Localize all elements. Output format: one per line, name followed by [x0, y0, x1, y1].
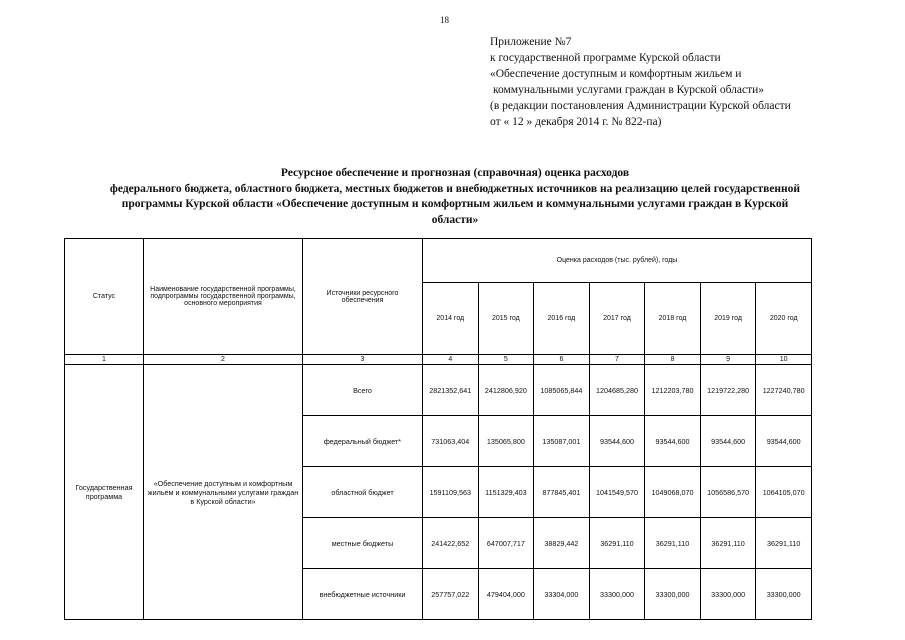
value-cell: 1227240,780	[756, 365, 812, 416]
source-cell: Всего	[303, 365, 423, 416]
appendix-line: «Обеспечение доступным и комфортным жильем и	[490, 68, 742, 80]
title-line: области»	[431, 213, 479, 226]
column-number: 1	[65, 355, 144, 365]
value-cell: 1212203,780	[645, 365, 701, 416]
value-cell: 135065,800	[478, 416, 534, 467]
appendix-line: Приложение №7	[490, 36, 572, 48]
title-line: Ресурсное обеспечение и прогнозная (справочная) оценка расходов	[280, 167, 630, 179]
header-year: 2018 год	[645, 283, 701, 355]
title-line: федерального бюджета, областного бюджета, местных бюджетов и внебюджетных источников на реализацию целей государственной	[109, 182, 801, 195]
header-program-name: Наименование государственной программы, подпрограммы государственной программы, основного мероприятия	[144, 239, 303, 355]
value-cell: 93544,600	[645, 416, 701, 467]
column-number: 10	[756, 355, 812, 365]
document-title	[55, 166, 855, 228]
value-cell: 93544,600	[756, 416, 812, 467]
value-cell: 93544,600	[700, 416, 756, 467]
value-cell: 1591109,563	[423, 467, 479, 518]
column-number: 2	[144, 355, 303, 365]
appendix-line: от « 12 » декабря 2014 г. № 822-па)	[490, 116, 662, 128]
value-cell: 36291,110	[589, 518, 645, 569]
header-status: Статус	[65, 239, 144, 355]
column-number: 5	[478, 355, 534, 365]
column-number: 6	[534, 355, 590, 365]
appendix-line: коммунальными услугами граждан в Курской области»	[493, 84, 765, 96]
column-number: 7	[589, 355, 645, 365]
value-cell: 33300,000	[756, 569, 812, 620]
value-cell: 241422,652	[423, 518, 479, 569]
header-year: 2015 год	[478, 283, 534, 355]
source-cell: внебюджетные источники	[303, 569, 423, 620]
column-number: 8	[645, 355, 701, 365]
value-cell: 1049068,070	[645, 467, 701, 518]
header-year: 2017 год	[589, 283, 645, 355]
value-cell: 36291,110	[700, 518, 756, 569]
value-cell: 33300,000	[700, 569, 756, 620]
value-cell: 33304,000	[534, 569, 590, 620]
value-cell: 1219722,280	[700, 365, 756, 416]
source-cell: местные бюджеты	[303, 518, 423, 569]
value-cell: 33300,000	[589, 569, 645, 620]
value-cell: 38829,442	[534, 518, 590, 569]
value-cell: 647007,717	[478, 518, 534, 569]
header-year: 2019 год	[700, 283, 756, 355]
value-cell: 479404,000	[478, 569, 534, 620]
value-cell: 257757,022	[423, 569, 479, 620]
value-cell: 2821352,641	[423, 365, 479, 416]
column-number: 3	[303, 355, 423, 365]
table-row	[65, 365, 812, 416]
header-year: 2014 год	[423, 283, 479, 355]
value-cell: 877845,401	[534, 467, 590, 518]
status-cell: Государственная программа	[65, 365, 144, 620]
value-cell: 135087,001	[534, 416, 590, 467]
value-cell: 1085065,844	[534, 365, 590, 416]
value-cell: 2412806,920	[478, 365, 534, 416]
column-number: 4	[423, 355, 479, 365]
value-cell: 731063,404	[423, 416, 479, 467]
header-source: Источники ресурсного обеспечения	[303, 239, 423, 355]
value-cell: 1041549,570	[589, 467, 645, 518]
appendix-line: к государственной программе Курской области	[490, 52, 721, 64]
program-name-cell: «Обеспечение доступным и комфортным жильем и коммунальными услугами граждан в Курской области»	[144, 365, 303, 620]
column-number: 9	[700, 355, 756, 365]
appendix-line: (в редакции постановления Администрации Курской области	[490, 100, 791, 112]
header-estimate: Оценка расходов (тыс. рублей), годы	[423, 239, 812, 283]
value-cell: 1064105,070	[756, 467, 812, 518]
header-year: 2020 год	[756, 283, 812, 355]
value-cell: 1056586,570	[700, 467, 756, 518]
value-cell: 33300,000	[645, 569, 701, 620]
value-cell: 36291,110	[645, 518, 701, 569]
appendix-header	[490, 34, 791, 130]
source-cell: федеральный бюджет*	[303, 416, 423, 467]
value-cell: 36291,110	[756, 518, 812, 569]
page-number: 18	[440, 15, 449, 25]
resource-table	[64, 238, 812, 620]
header-year: 2016 год	[534, 283, 590, 355]
value-cell: 1151329,403	[478, 467, 534, 518]
title-line: программы Курской области «Обеспечение доступным и комфортным жильем и коммунальными услугами граждан в Курской	[121, 198, 789, 210]
value-cell: 1204685,280	[589, 365, 645, 416]
source-cell: областной бюджет	[303, 467, 423, 518]
value-cell: 93544,600	[589, 416, 645, 467]
